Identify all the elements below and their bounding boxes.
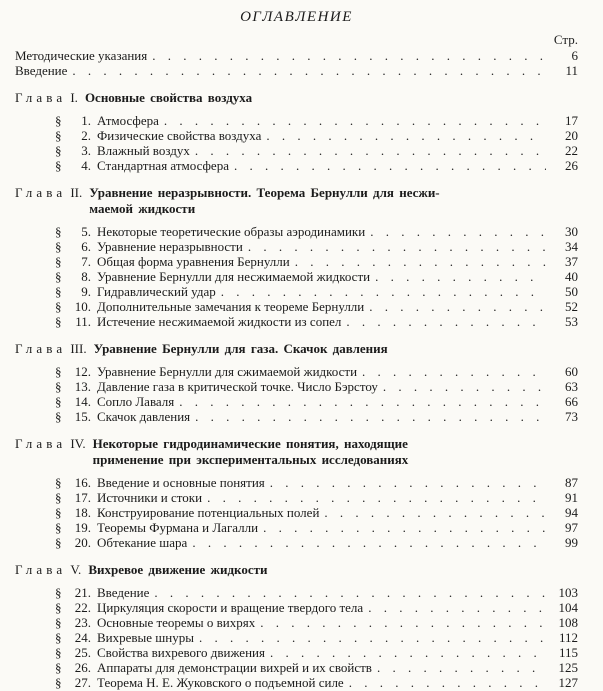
toc-entry-row (15, 284, 578, 299)
section-mark: § (55, 224, 62, 239)
toc-entry-row (15, 535, 578, 550)
section-mark: § (55, 409, 62, 424)
toc-entry-row (15, 128, 578, 143)
dot-leader (369, 299, 546, 314)
section-number: 18. (74, 505, 91, 520)
page-number: 50 (565, 284, 578, 299)
page-number: 40 (565, 269, 578, 284)
section-number: 22. (74, 600, 91, 615)
chapter-title (85, 90, 252, 106)
dot-leader (270, 645, 546, 660)
toc-entry-row (15, 299, 578, 314)
page-number: 127 (558, 675, 578, 690)
chapter-heading (15, 341, 578, 357)
section-mark: § (55, 239, 62, 254)
section-list (15, 113, 578, 173)
dot-leader (324, 505, 546, 520)
dot-leader (248, 239, 546, 254)
chapter-heading (15, 562, 578, 578)
section-mark: § (55, 630, 62, 645)
entry-title: Циркуляция скорости и вращение твердого тела (97, 600, 364, 615)
toc-entry-row (15, 254, 578, 269)
section-number: 16. (74, 475, 91, 490)
chapter-numeral: III. (70, 341, 87, 356)
section-number: 3. (81, 143, 91, 158)
toc-entry-row (15, 600, 578, 615)
dot-leader (270, 475, 546, 490)
dot-leader (195, 143, 546, 158)
entry-title: Конструирование потенциальных полей (97, 505, 320, 520)
toc-entry-row (15, 239, 578, 254)
entry-title: Свойства вихревого движения (97, 645, 265, 660)
toc-entry-row (15, 224, 578, 239)
section-mark: § (55, 535, 62, 550)
dot-leader (346, 314, 546, 329)
dot-leader (349, 675, 546, 690)
section-number: 5. (81, 224, 91, 239)
dot-leader (199, 630, 546, 645)
entry-title: Уравнение Бернулли для сжимаемой жидкости (97, 364, 358, 379)
chapter-numeral: I. (70, 90, 78, 105)
section-mark: § (55, 505, 62, 520)
chapter-heading (15, 90, 578, 106)
page-number: 53 (565, 314, 578, 329)
section-mark: § (55, 675, 62, 690)
toc-entry-row (15, 490, 578, 505)
entry-title: Уравнение неразрывности (97, 239, 243, 254)
page-number: 73 (565, 409, 578, 424)
page-number: 91 (565, 490, 578, 505)
section-number: 11. (75, 314, 91, 329)
entry-title: Теоремы Фурмана и Лагалли (97, 520, 259, 535)
toc-entry-row (15, 364, 578, 379)
page-number: 66 (565, 394, 578, 409)
page-number: 34 (565, 239, 578, 254)
toc-entry-row (15, 615, 578, 630)
toc-entry-row (15, 394, 578, 409)
chapter-numeral: V. (70, 562, 82, 577)
section-number: 20. (74, 535, 91, 550)
section-number: 8. (81, 269, 91, 284)
toc-entry-row (15, 158, 578, 173)
section-number: 14. (74, 394, 91, 409)
entry-title: Введение (97, 585, 150, 600)
section-mark: § (55, 299, 62, 314)
entry-title: Сопло Лаваля (97, 394, 175, 409)
page-number: 17 (565, 113, 578, 128)
chapter-title-line: маемой жидкости (89, 201, 196, 216)
section-mark: § (55, 128, 62, 143)
chapter-list (15, 90, 578, 690)
chapter-title (89, 185, 439, 217)
entry-title: Атмосфера (97, 113, 159, 128)
entry-title: Основные теоремы о вихрях (97, 615, 256, 630)
chapter-title-line: Основные свойства воздуха (84, 90, 253, 105)
chapter-block (15, 341, 578, 424)
toc-entry-row (15, 660, 578, 675)
chapter-title-line: Некоторые гидродинамические понятия, находящие (92, 436, 408, 451)
page-number: 22 (565, 143, 578, 158)
dot-leader (234, 158, 546, 173)
section-mark: § (55, 113, 62, 128)
section-number: 17. (74, 490, 91, 505)
page-number: 6 (571, 48, 578, 63)
chapter-title (88, 562, 267, 578)
section-mark: § (55, 475, 62, 490)
entry-title: Физические свойства воздуха (97, 128, 262, 143)
dot-leader (164, 113, 546, 128)
entry-title: Источники и стоки (97, 490, 203, 505)
page-number: 87 (565, 475, 578, 490)
chapter-block (15, 90, 578, 173)
section-number: 6. (81, 239, 91, 254)
chapter-block (15, 562, 578, 690)
toc-entry-row (15, 48, 578, 63)
dot-leader (362, 364, 546, 379)
page-number: 94 (565, 505, 578, 520)
chapter-block (15, 185, 578, 329)
page-number: 63 (565, 379, 578, 394)
front-matter-list (15, 48, 578, 78)
entry-title: Влажный воздух (97, 143, 190, 158)
page-number: 103 (558, 585, 578, 600)
entry-title: Обтекание шара (97, 535, 188, 550)
dot-leader (295, 254, 546, 269)
page-number: 37 (565, 254, 578, 269)
section-number: 26. (74, 660, 91, 675)
section-number: 2. (81, 128, 91, 143)
entry-title: Давление газа в критической точке. Число Бэрстоу (97, 379, 378, 394)
toc-entry-row (15, 630, 578, 645)
page-number: 104 (558, 600, 578, 615)
chapter-title (93, 436, 409, 468)
section-mark: § (55, 660, 62, 675)
dot-leader (375, 269, 546, 284)
chapter-heading (15, 185, 578, 217)
toc-entry-row (15, 675, 578, 690)
chapter-label: Глава (15, 90, 67, 105)
dot-leader (266, 128, 546, 143)
page-number: 108 (558, 615, 578, 630)
toc-entry-row (15, 409, 578, 424)
entry-title: Дополнительные замечания к теореме Бернулли (97, 299, 365, 314)
toc-entry-row (15, 63, 578, 78)
section-mark: § (55, 379, 62, 394)
section-mark: § (55, 364, 62, 379)
section-number: 1. (81, 113, 91, 128)
section-list (15, 224, 578, 329)
entry-title: Теорема Н. Е. Жуковского о подъемной силе (97, 675, 344, 690)
section-number: 19. (74, 520, 91, 535)
chapter-title-line: Вихревое движение жидкости (88, 562, 268, 577)
page-number: 60 (565, 364, 578, 379)
toc-entry-row (15, 269, 578, 284)
entry-title: Аппараты для демонстрации вихрей и их свойств (97, 660, 372, 675)
toc-entry-row (15, 379, 578, 394)
toc-entry-row (15, 143, 578, 158)
section-mark: § (55, 645, 62, 660)
page-number: 11 (565, 63, 578, 78)
chapter-block (15, 436, 578, 550)
section-number: 10. (74, 299, 91, 314)
page-number: 125 (558, 660, 578, 675)
dot-leader (154, 585, 546, 600)
section-number: 9. (81, 284, 91, 299)
section-mark: § (55, 490, 62, 505)
section-number: 15. (74, 409, 91, 424)
section-number: 25. (74, 645, 91, 660)
dot-leader (179, 394, 546, 409)
section-number: 7. (81, 254, 91, 269)
chapter-title-line: Уравнение Бернулли для газа. Скачок давления (93, 341, 388, 356)
section-number: 27. (74, 675, 91, 690)
entry-title: Некоторые теоретические образы аэродинамики (97, 224, 366, 239)
toc-entry-row (15, 585, 578, 600)
chapter-numeral: IV. (70, 436, 86, 451)
chapter-numeral: II. (70, 185, 83, 200)
section-mark: § (55, 585, 62, 600)
section-number: 23. (74, 615, 91, 630)
dot-leader (263, 520, 546, 535)
page-number: 20 (565, 128, 578, 143)
chapter-label: Глава (15, 185, 67, 200)
chapter-title-line: применение при экспериментальных исследованиях (92, 452, 409, 467)
toc-entry-row (15, 314, 578, 329)
page-number: 52 (565, 299, 578, 314)
dot-leader (383, 379, 546, 394)
entry-title: Уравнение Бернулли для несжимаемой жидкости (97, 269, 371, 284)
section-mark: § (55, 600, 62, 615)
section-number: 21. (74, 585, 91, 600)
section-number: 24. (74, 630, 91, 645)
page-column-header: Стр. (553, 32, 578, 47)
section-mark: § (55, 269, 62, 284)
chapter-title-line: Уравнение неразрывности. Теорема Бернулли для несжи- (89, 185, 440, 200)
section-mark: § (55, 158, 62, 173)
chapter-heading (15, 436, 578, 468)
entry-title: Истечение несжимаемой жидкости из сопел (97, 314, 342, 329)
toc-entry-row (15, 113, 578, 128)
chapter-label: Глава (15, 436, 67, 451)
toc-entry-row (15, 645, 578, 660)
section-mark: § (55, 394, 62, 409)
section-mark: § (55, 520, 62, 535)
page-number: 115 (558, 645, 578, 660)
page-title: ОГЛАВЛЕНИЕ (240, 9, 353, 25)
dot-leader (195, 409, 546, 424)
entry-title: Общая форма уравнения Бернулли (97, 254, 290, 269)
toc-entry-row (15, 475, 578, 490)
chapter-title (94, 341, 388, 357)
page-number: 26 (565, 158, 578, 173)
section-number: 12. (74, 364, 91, 379)
section-list (15, 364, 578, 424)
dot-leader (221, 284, 546, 299)
page-number: 30 (565, 224, 578, 239)
dot-leader (152, 48, 546, 63)
section-number: 13. (74, 379, 91, 394)
page-number: 112 (558, 630, 578, 645)
section-list (15, 475, 578, 550)
entry-title: Гидравлический удар (97, 284, 216, 299)
entry-title: Стандартная атмосфера (97, 158, 229, 173)
section-mark: § (55, 284, 62, 299)
page-number: 99 (565, 535, 578, 550)
chapter-label: Глава (15, 562, 67, 577)
entry-title: Скачок давления (97, 409, 191, 424)
entry-title: Методические указания (15, 48, 148, 63)
dot-leader (370, 224, 546, 239)
dot-leader (192, 535, 546, 550)
page-number: 97 (565, 520, 578, 535)
section-mark: § (55, 254, 62, 269)
section-mark: § (55, 314, 62, 329)
section-number: 4. (81, 158, 91, 173)
entry-title: Вихревые шнуры (97, 630, 194, 645)
entry-title: Введение (15, 63, 68, 78)
section-list (15, 585, 578, 690)
dot-leader (72, 63, 546, 78)
dot-leader (368, 600, 546, 615)
toc-entry-row (15, 520, 578, 535)
section-mark: § (55, 143, 62, 158)
dot-leader (260, 615, 546, 630)
dot-leader (377, 660, 546, 675)
chapter-label: Глава (15, 341, 67, 356)
entry-title: Введение и основные понятия (97, 475, 265, 490)
dot-leader (207, 490, 546, 505)
toc-entry-row (15, 505, 578, 520)
section-mark: § (55, 615, 62, 630)
